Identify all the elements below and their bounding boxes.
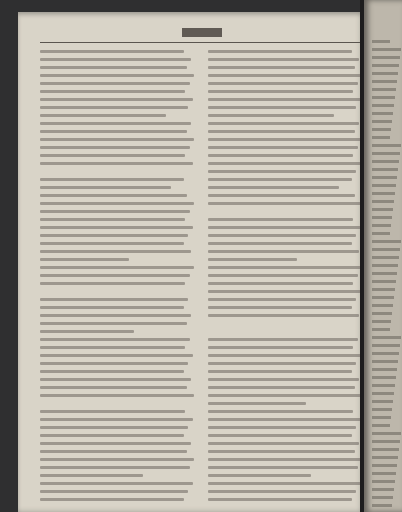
text-line [208,346,353,349]
text-line [208,250,359,253]
text-line [40,114,166,117]
text-line [40,386,187,389]
text-line [208,218,353,221]
text-line [208,338,358,341]
text-line [208,58,359,61]
facing-text-line [372,40,390,43]
text-line [208,386,355,389]
facing-text-line [372,144,401,147]
facing-text-line [372,368,397,371]
text-line [208,98,361,101]
text-line [208,426,356,429]
text-line [40,130,187,133]
text-line [40,106,188,109]
text-line [208,154,353,157]
text-line [208,442,359,445]
facing-text-line [372,464,397,467]
facing-text-line [372,416,391,419]
text-line [40,90,185,93]
facing-text-line [372,400,393,403]
text-line [40,194,187,197]
facing-text-line [372,440,400,443]
text-line [40,322,187,325]
text-line [40,362,188,365]
text-line [40,138,194,141]
text-line [208,170,356,173]
text-line [40,378,191,381]
text-line [40,210,190,213]
facing-text-line [372,480,395,483]
text-line [40,434,184,437]
facing-text-line [372,304,393,307]
facing-text-line [372,200,394,203]
facing-text-line [372,184,396,187]
text-line [208,266,362,269]
text-line [40,442,191,445]
text-line [40,250,191,253]
facing-text-line [372,72,398,75]
text-line [40,490,188,493]
text-line [40,370,184,373]
text-line [208,434,352,437]
text-line [40,482,193,485]
text-line [208,306,352,309]
text-line [40,50,184,53]
text-line [40,178,184,181]
text-line [208,474,311,477]
text-line [208,178,352,181]
text-line [40,218,185,221]
facing-text-line [372,296,394,299]
facing-text-line [372,408,392,411]
text-line [40,306,184,309]
text-line [208,370,352,373]
text-line [208,226,361,229]
facing-text-line [372,80,397,83]
facing-text-line [372,168,398,171]
facing-text-line [372,312,392,315]
facing-text-line [372,392,394,395]
facing-text-line [372,224,391,227]
facing-text-line [372,456,398,459]
facing-text-line [372,264,398,267]
facing-text-line [372,104,394,107]
text-line [208,482,361,485]
text-line [208,122,359,125]
text-line [40,58,191,61]
facing-text-line [372,96,395,99]
facing-text-line [372,488,394,491]
text-line [40,466,190,469]
text-line [40,410,185,413]
text-line [40,154,185,157]
text-line [40,98,193,101]
facing-text-line [372,360,398,363]
facing-text-line [372,176,397,179]
facing-text-line [372,216,392,219]
page-number [182,28,222,37]
facing-text-line [372,56,400,59]
text-line [208,394,362,397]
text-line [208,466,358,469]
facing-text-line [372,432,401,435]
facing-text-line [372,328,390,331]
text-line [208,378,359,381]
text-line [40,282,185,285]
text-line [208,186,339,189]
text-line [40,234,188,237]
facing-text-line [372,120,392,123]
facing-page [364,0,402,512]
text-line [40,162,193,165]
text-line [40,298,188,301]
facing-text-line [372,352,399,355]
text-column-left [40,50,196,506]
text-line [208,458,362,461]
text-line [208,450,355,453]
text-line [208,106,356,109]
facing-text-line [372,136,390,139]
text-line [40,274,190,277]
facing-text-line [372,64,399,67]
text-line [40,258,129,261]
text-line [208,354,361,357]
facing-text-line [372,160,399,163]
facing-text-line [372,88,396,91]
text-line [208,162,361,165]
text-line [40,426,188,429]
facing-text-line [372,336,401,339]
text-line [208,410,353,413]
text-line [40,226,193,229]
text-line [40,498,184,501]
facing-text-line [372,280,396,283]
text-line [40,242,184,245]
facing-text-line [372,248,400,251]
facing-text-line [372,112,393,115]
text-line [208,138,362,141]
text-line [40,122,191,125]
text-line [208,282,353,285]
facing-text-line [372,472,396,475]
text-line [208,298,356,301]
text-line [40,74,194,77]
text-line [208,74,362,77]
text-line [40,202,194,205]
text-line [40,82,190,85]
text-line [208,66,355,69]
text-line [40,186,171,189]
text-line [40,266,194,269]
text-line [40,458,194,461]
facing-text-line [372,256,399,259]
facing-text-line [372,192,395,195]
text-line [40,330,134,333]
facing-text-line [372,448,399,451]
facing-text-line [372,48,401,51]
text-line [40,354,193,357]
facing-text-line [372,232,390,235]
text-line [208,290,361,293]
facing-text-line [372,288,395,291]
text-line [40,338,190,341]
text-line [40,474,143,477]
text-line [208,274,358,277]
facing-text-line [372,496,393,499]
text-line [208,202,362,205]
facing-text-line [372,504,392,507]
text-line [40,346,185,349]
facing-text-line [372,344,400,347]
text-line [40,418,193,421]
facing-text-line [372,240,401,243]
facing-text-line [372,424,390,427]
facing-text-line [372,384,395,387]
facing-text-line [372,376,396,379]
text-line [208,402,306,405]
facing-text-line [372,272,397,275]
text-line [208,50,352,53]
text-line [208,146,358,149]
facing-text-line [372,320,391,323]
text-line [208,314,359,317]
text-line [208,194,355,197]
text-line [208,130,355,133]
text-line [208,490,356,493]
facing-text-line [372,152,400,155]
text-line [208,82,358,85]
text-column-right [208,50,364,506]
text-line [208,498,352,501]
text-line [40,66,187,69]
text-line [40,314,191,317]
text-line [40,450,187,453]
text-line [40,394,194,397]
text-line [208,242,352,245]
text-line [208,90,353,93]
header-rule [40,42,364,43]
facing-text-line [372,128,391,131]
facing-text-line [372,208,393,211]
text-line [208,258,297,261]
text-line [208,418,361,421]
text-line [208,114,334,117]
text-line [208,234,356,237]
book-page [18,12,364,512]
text-line [40,146,190,149]
text-line [208,362,356,365]
